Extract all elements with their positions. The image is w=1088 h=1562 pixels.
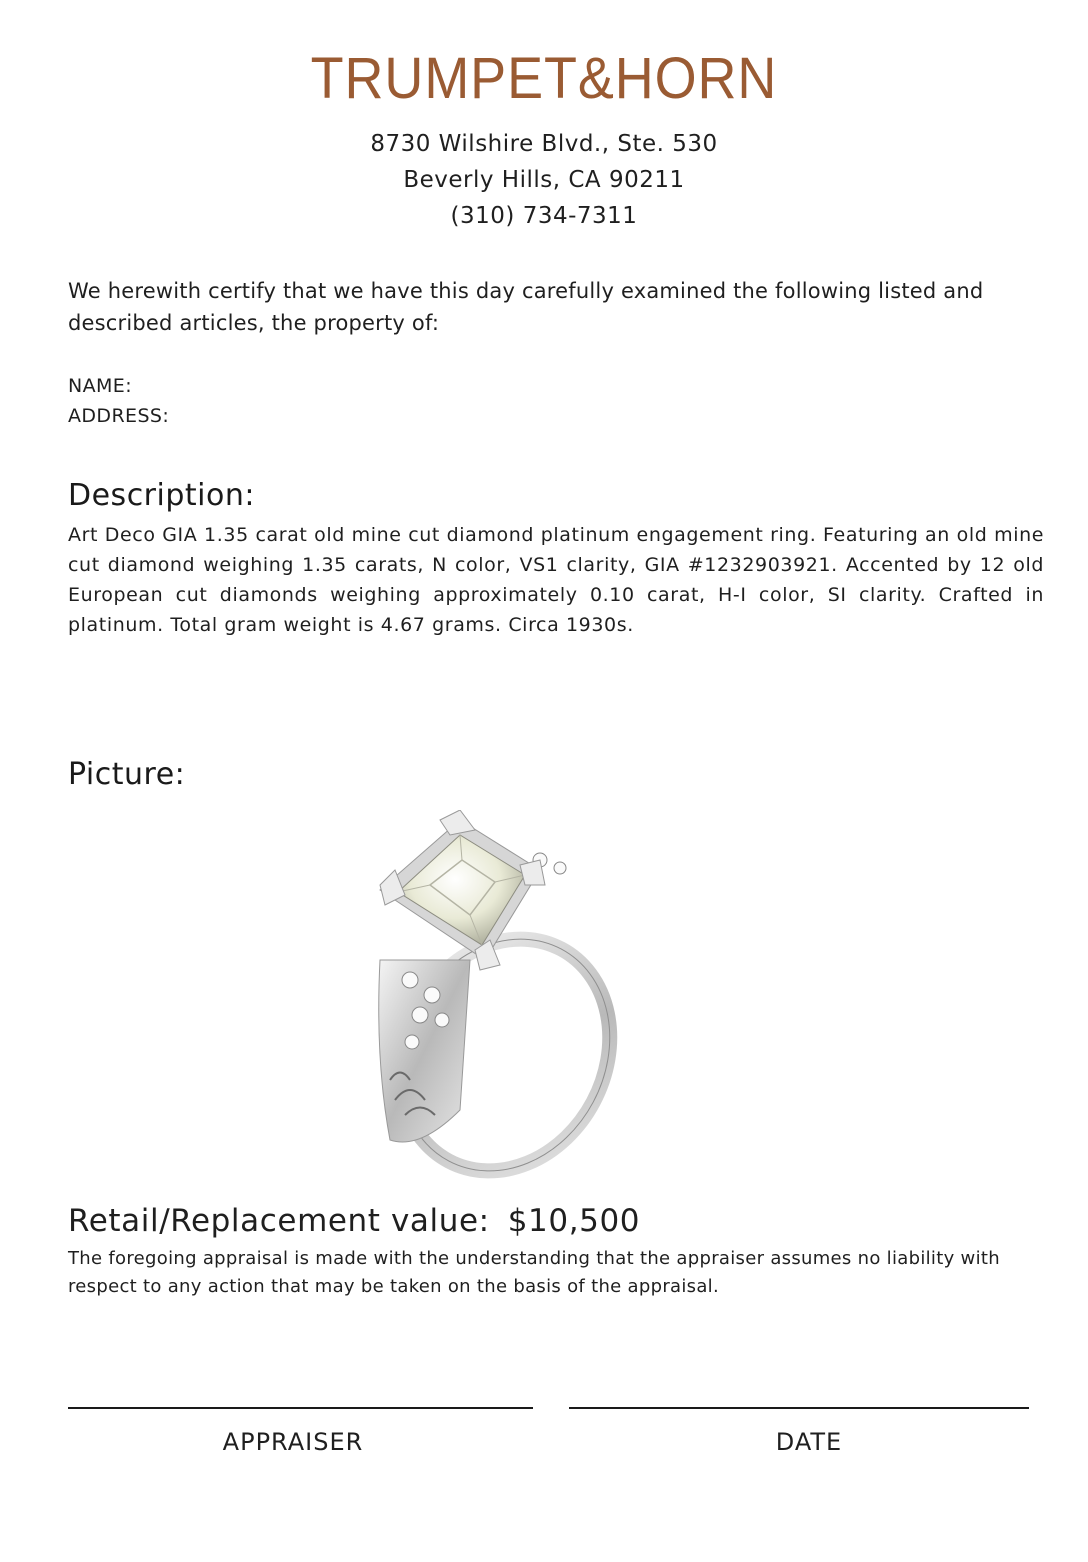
disclaimer-text: The foregoing appraisal is made with the understanding that the appraiser assumes no liability with respect to any action that may be taken on the basis of the appraisal. (68, 1248, 1000, 1297)
appraiser-label: APPRAISER (222, 1428, 364, 1456)
ring-photo (350, 810, 630, 1190)
appraiser-signature-line (68, 1407, 533, 1409)
retail-value-amount: $10,500 (507, 1203, 641, 1239)
description-text: Art Deco GIA 1.35 carat old mine cut diamond platinum engagement ring. Featuring an old mine cut diamond weighing 1.35 carats, N color, VS1 clarity, GIA #1232903921. Accented by 12 old European cut diamonds weighing approximately 0.10 carat, H-I color, SI clarity. Crafted in platinum. Total gram weight is 4.67 grams. Circa 1930s. (68, 524, 1044, 636)
name-label: NAME: (68, 375, 133, 397)
date-label: DATE (775, 1428, 843, 1456)
description-heading: Description: (68, 478, 255, 513)
address-line-2: Beverly Hills, CA 90211 (403, 167, 685, 193)
date-signature-line (569, 1407, 1029, 1409)
retail-value-line (68, 1203, 640, 1239)
certification-intro: We herewith certify that we have this day carefully examined the following listed and described articles, the property of: (68, 279, 984, 335)
address-line-1: 8730 Wilshire Blvd., Ste. 530 (370, 131, 718, 157)
brand-logo: TRUMPET&HORN (310, 46, 778, 111)
address-label: ADDRESS: (68, 405, 170, 427)
picture-heading: Picture: (68, 757, 186, 792)
phone-number: (310) 734-7311 (450, 203, 638, 229)
retail-value-label: Retail/Replacement value: (68, 1203, 490, 1239)
